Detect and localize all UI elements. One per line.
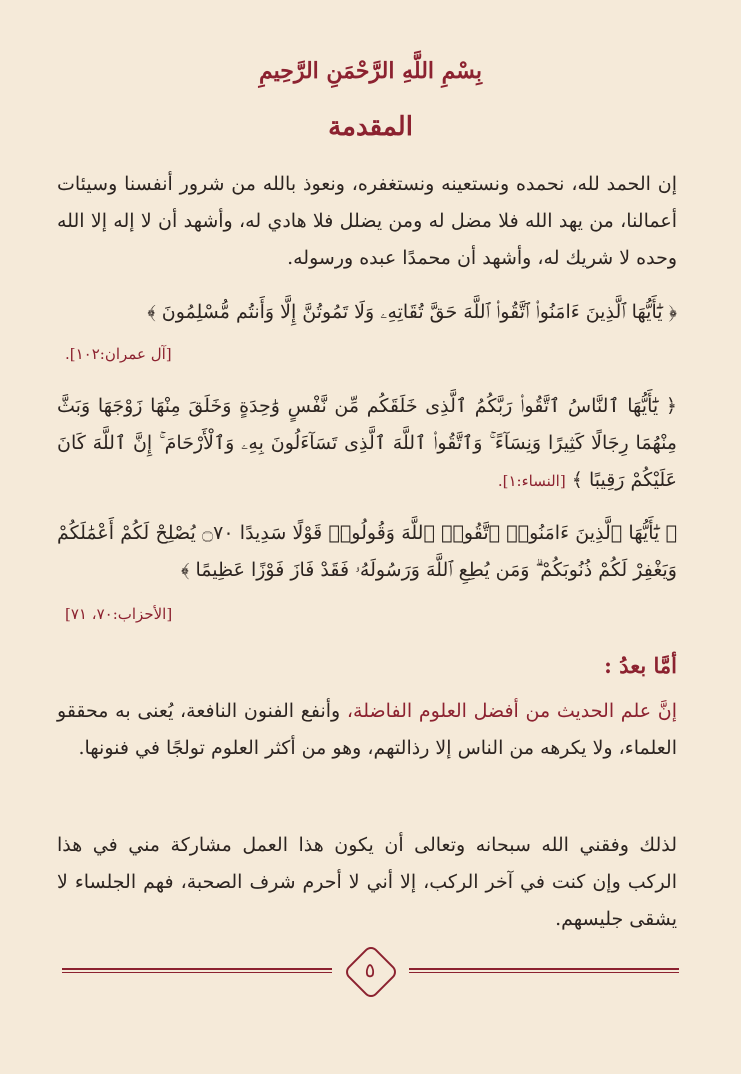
- footer-rule-left: [62, 968, 332, 973]
- paragraph-hadith-science: [57, 693, 677, 767]
- footer-rule-right: [409, 968, 679, 973]
- verse-1-reference: [آل عمران:١٠٢].: [65, 345, 172, 363]
- verse-2-text: ﴿ يَٰٓأَيُّهَا ٱلنَّاسُ ٱتَّقُوا۟ رَبَّكُمُ ٱلَّذِى خَلَقَكُم مِّن نَّفْسٍ وَٰحِدَةٍ وَخَلَقَ مِنْهَا زَوْجَهَا وَبَثَّ مِنْهُمَا رِجَالًا كَثِيرًا وَنِسَآءً ۚ وَٱتَّقُوا۟ ٱللَّهَ ٱلَّذِى تَسَآءَلُونَ بِهِۦ وَٱلْأَرْحَامَ ۚ إِنَّ ٱللَّهَ كَانَ عَلَيْكُمْ رَقِيبًا ﴾: [57, 395, 677, 491]
- basmala: بِسْمِ اللَّهِ الرَّحْمَنِ الرَّحِيمِ: [258, 58, 483, 84]
- page-title: المقدمة: [328, 112, 413, 142]
- verse-2-reference: [النساء:١].: [497, 472, 566, 490]
- intro-paragraph: إن الحمد لله، نحمده ونستعينه ونستغفره، ونعوذ بالله من شرور أنفسنا وسيئات أعمالنا، من يهد الله فلا مضل له ومن يضلل فلا هادي له، وأشهد أن لا إله إلا الله وحده لا شريك له، وأشهد أن محمدًا عبده ورسوله.: [57, 173, 677, 269]
- verse-3-reference: [الأحزاب:٧٠، ٧١]: [65, 605, 173, 623]
- paragraph-continuation: وأنفع الفنون النافعة، يُعنى به محققو العلماء، ولا يكرهه من الناس إلا رذالتهم، وهو من أكثر العلوم تولجًا في فنونها.: [57, 700, 677, 759]
- quran-verse-2: [57, 388, 677, 500]
- quran-verse-3: ﴿ يَٰٓأَيُّهَا ٱلَّذِينَ ءَامَنُوا۟ ٱتَّقُوا۟ ٱللَّهَ وَقُولُوا۟ قَوْلًا سَدِيدًا ۝٧٠ يُصْلِحْ لَكُمْ أَعْمَٰلَكُمْ وَيَغْفِرْ لَكُمْ ذُنُوبَكُمْ ۗ وَمَن يُطِعِ ٱللَّهَ وَرَسُولَهُۥ فَقَدْ فَازَ فَوْزًا عَظِيمًا ﴾: [57, 522, 677, 581]
- paragraph-participation: لذلك وفقني الله سبحانه وتعالى أن يكون هذا العمل مشاركة مني في هذا الركب وإن كنت في آخر الركب، إلا أني لا أحرم شرف الصحبة، فهم الجلساء لا يشقى جليسهم.: [57, 834, 677, 930]
- amma-bad-heading: أمَّا بعدُ :: [604, 653, 677, 678]
- page-footer: [62, 950, 679, 990]
- quran-verse-1: ﴿ يَٰٓأَيُّهَا ٱلَّذِينَ ءَامَنُوا۟ ٱتَّقُوا۟ ٱللَّهَ حَقَّ تُقَاتِهِۦ وَلَا تَمُوتُنَّ إِلَّا وَأَنتُم مُّسْلِمُونَ ﴾: [147, 301, 677, 323]
- page-number: ٥: [364, 958, 376, 982]
- highlighted-phrase: إنَّ علم الحديث من أفضل العلوم الفاضلة،: [346, 700, 677, 722]
